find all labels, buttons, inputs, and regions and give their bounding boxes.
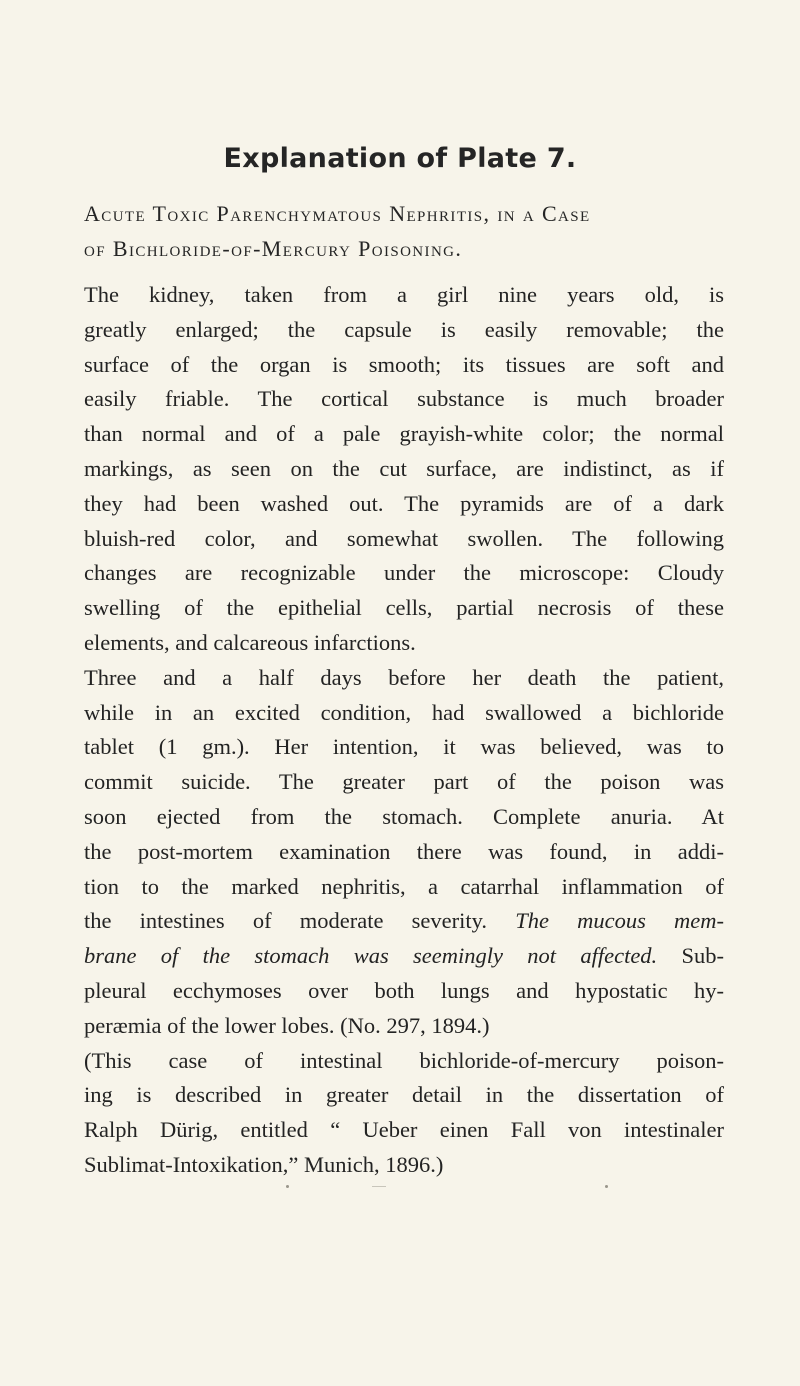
text-line: Three and a half days before her death the patient, [84,664,724,690]
text-plain: the intestines of moderate severity. [84,908,488,934]
text-italic: brane of the stomach was seemingly not affected. [84,943,658,969]
text-line: than normal and of a pale grayish-white color; the normal [84,421,724,447]
text-line: the post-mortem examination there was found, in addi- [84,838,724,864]
page-title: Explanation of Plate 7. [223,143,577,174]
text-line: they had been washed out. The pyramids are of a dark [84,490,724,516]
text-line: while in an excited condition, had swallowed a bichloride [84,699,724,725]
body-text [84,278,724,1183]
text-line: Ralph Dürig, entitled “ Ueber einen Fall von intestinaler [84,1117,724,1143]
text-line: pleural ecchymoses over both lungs and hypostatic hy- [84,977,724,1003]
text-line: (This case of intestinal bichloride-of-mercury poison- [84,1047,724,1073]
plate-subtitle [84,196,724,266]
paper-speck [286,1185,289,1188]
text-line: peræmia of the lower lobes. (No. 297, 1894.) [84,1012,490,1038]
text-line: changes are recognizable under the microscope: Cloudy [84,560,724,586]
text-line: surface of the organ is smooth; its tissues are soft and [84,351,724,377]
text-line: commit suicide. The greater part of the poison was [84,769,724,795]
subtitle-line-2: of Bichloride-of-Mercury Poisoning. [84,236,463,261]
text-plain: Sub- [681,943,725,969]
text-line: Sublimat-Intoxikation,” Munich, 1896.) [84,1151,444,1177]
text-line: tablet (1 gm.). Her intention, it was believed, was to [84,734,724,760]
subtitle-line-1: Acute Toxic Parenchymatous Nephritis, in a Case [84,201,591,226]
text-line: easily friable. The cortical substance is much broader [84,386,724,412]
paper-speck [605,1185,608,1188]
text-line: elements, and calcareous infarctions. [84,629,416,655]
text-line [84,904,724,939]
text-line: swelling of the epithelial cells, partial necrosis of these [84,595,724,621]
text-line: soon ejected from the stomach. Complete anuria. At [84,803,724,829]
text-line: The kidney, taken from a girl nine years old, is [84,282,724,307]
text-line: markings, as seen on the cut surface, are indistinct, as if [84,455,724,481]
text-line [84,939,724,974]
paper-speck [372,1186,386,1187]
text-line: bluish-red color, and somewhat swollen. The following [84,525,724,551]
text-line: tion to the marked nephritis, a catarrhal inflammation of [84,873,724,899]
text-italic: The mucous mem- [515,908,724,934]
text-line: ing is described in greater detail in the dissertation of [84,1082,724,1108]
text-line: greatly enlarged; the capsule is easily removable; the [84,316,724,342]
